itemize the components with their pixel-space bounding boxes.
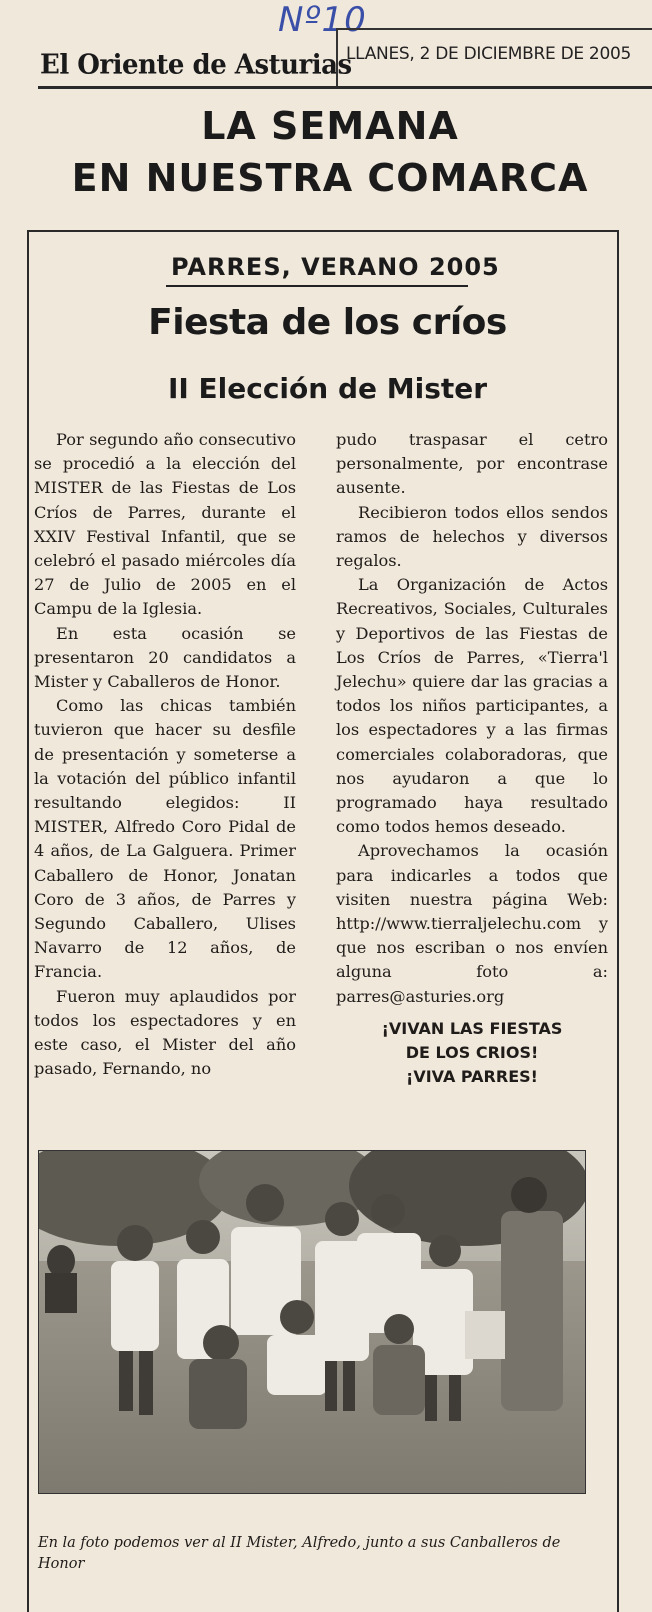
masthead-rule (38, 86, 652, 89)
paragraph: Como las chicas también tuvieron que hacer su desfile de presentación y someterse a la votación del público infantil resultando elegidos: II MISTER, Alfredo Coro Pidal de 4 años, de La Galguera. Primer Caballero de Honor, Jonatan Coro de 3 años, de Parres y Segundo Caballero, Ulises Navarro de 12 años, de Francia. (34, 696, 296, 982)
paragraph: Fueron muy aplaudidos por todos los espectadores y en este caso, el Mister del año pasado, Fernando, no (34, 986, 296, 1079)
article-subhead: II Elección de Mister (167, 372, 488, 405)
newspaper-masthead: El Oriente de Asturias (40, 49, 352, 81)
article-kicker: PARRES, VERANO 2005 (171, 253, 500, 281)
paragraph: Por segundo año consecutivo se procedió a la elección del MISTER de las Fiestas de Los Críos de Parres, durante el XXIV Festival Infantil, que se celebró el pasado miércoles día 27 de Julio de 2005 en el Campu de la Iglesia. (34, 430, 296, 619)
paragraph: La Organización de Actos Recreativos, Sociales, Culturales y Deportivos de las Fiestas de Los Críos de Parres, «Tierra'l Jelechu» quiere dar las gracias a todos los niños participantes, a los espectadores y a las firmas comerciales colaboradoras, que nos ayudaron a que lo programado haya resultado como todos hemos deseado. (336, 575, 608, 837)
left-column (34, 428, 296, 1081)
handwritten-note: Nº10 (278, 0, 367, 40)
paragraph: Recibieron todos ellos sendos ramos de helechos y diversos regalos. (336, 502, 608, 571)
closing-line-3: ¡VIVA PARRES! (406, 1066, 538, 1086)
closing-slogan (336, 1017, 608, 1089)
kicker-rule (166, 285, 468, 287)
closing-line-1: ¡VIVAN LAS FIESTAS (381, 1018, 563, 1038)
paragraph: Aprovechamos la ocasión para indicarles a todos que visiten nuestra página Web: http://www.tierraljelechu.com y que nos escriban o nos envíen alguna foto a: parres@asturies.org (336, 841, 608, 1006)
section-title-line-1: LA SEMANA (201, 104, 459, 148)
paragraph: En esta ocasión se presentaron 20 candidatos a Mister y Caballeros de Honor. (34, 623, 296, 692)
closing-line-2: DE LOS CRIOS! (405, 1042, 539, 1062)
group-photo (38, 1150, 586, 1494)
paragraph: pudo traspasar el cetro personalmente, por encontrase ausente. (336, 430, 608, 498)
article-headline: Fiesta de los críos (148, 302, 507, 343)
right-column (336, 428, 608, 1089)
section-title (40, 100, 620, 204)
section-title-line-2: EN NUESTRA COMARCA (71, 156, 589, 200)
photo-caption: En la foto podemos ver al II Mister, Alfredo, junto a sus Canballeros de Honor (38, 1535, 561, 1572)
group-photo-illustration (39, 1151, 585, 1493)
dateline: LLANES, 2 DE DICIEMBRE DE 2005 (346, 44, 631, 64)
